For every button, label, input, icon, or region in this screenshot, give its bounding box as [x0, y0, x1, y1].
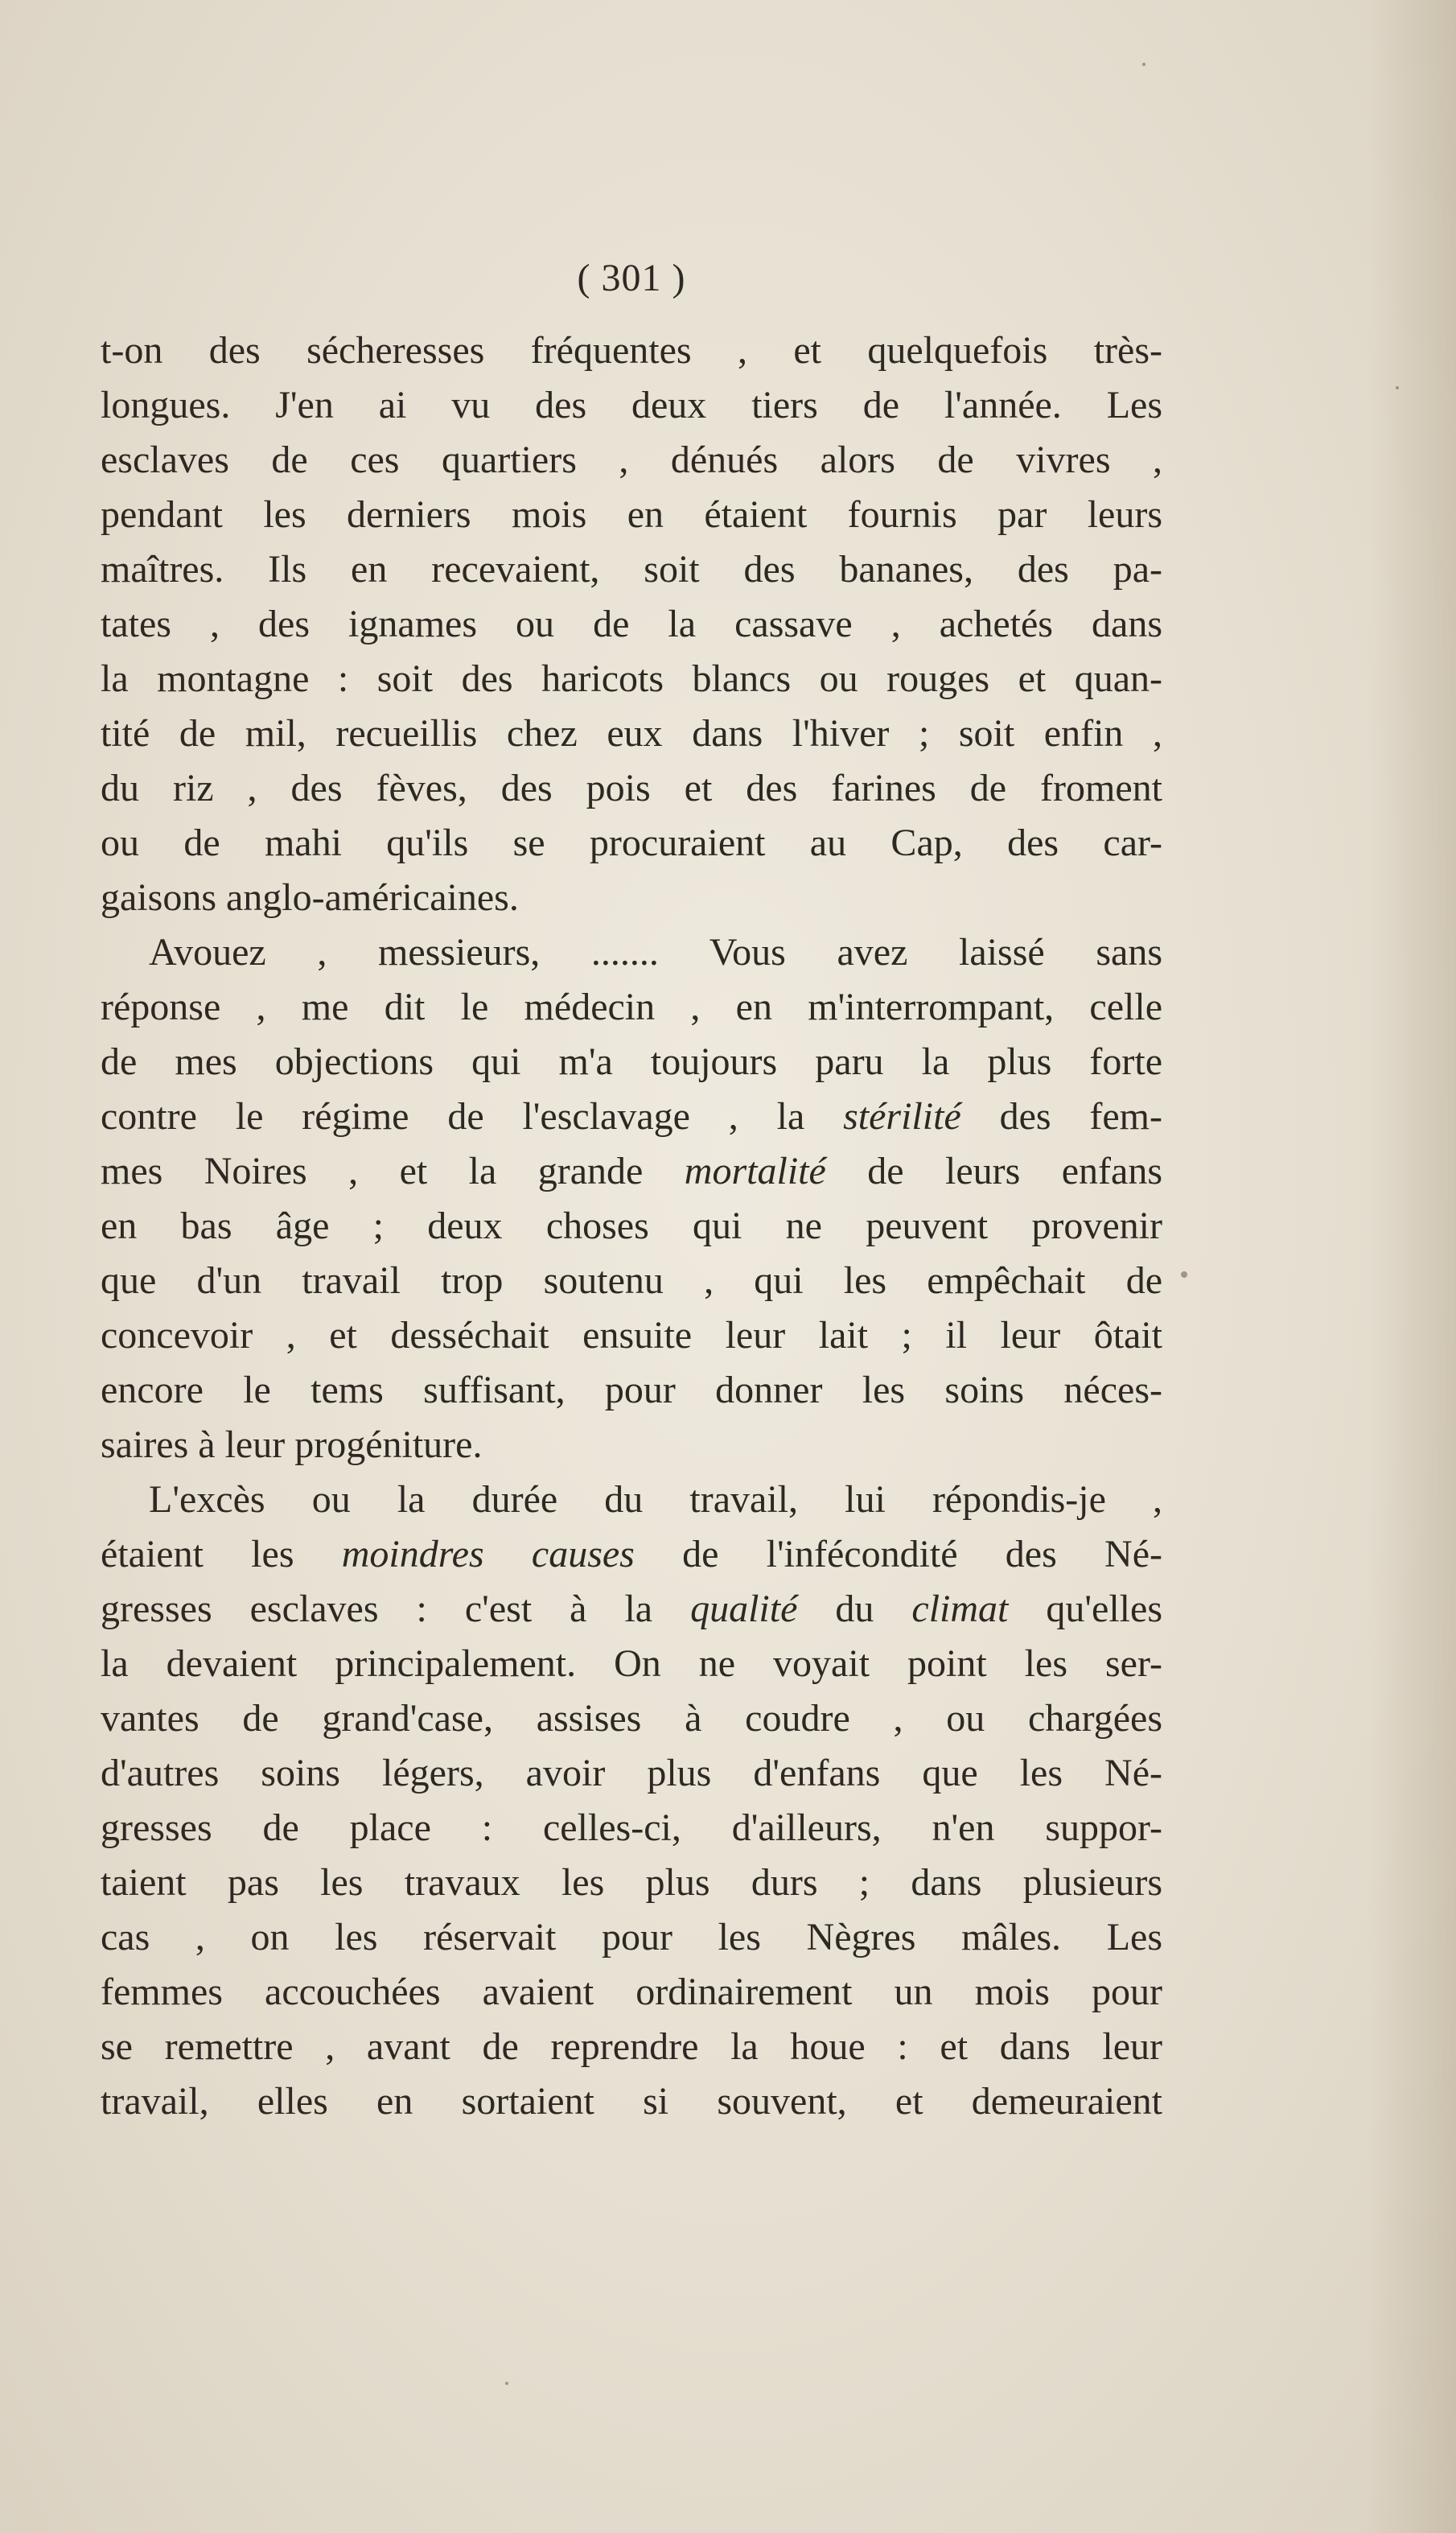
text-line: mes Noires , et la grande mortalité de leurs enfans — [101, 1150, 1162, 1192]
italic-term: climat — [911, 1588, 1009, 1630]
italic-term: qualité — [690, 1588, 798, 1630]
text-line: ou de mahi qu'ils se procuraient au Cap, des car- — [101, 822, 1162, 864]
text-line: t-on des sécheresses fréquentes , et quelquefois très- — [101, 329, 1162, 372]
text-line: tité de mil, recueillis chez eux dans l'hiver ; soit enfin , — [101, 712, 1162, 755]
text-line: contre le régime de l'esclavage , la stérilité des fem- — [101, 1095, 1162, 1138]
paper-speck — [505, 2382, 508, 2385]
italic-term: mortalité — [684, 1150, 826, 1192]
text-line: travail, elles en sortaient si souvent, et demeuraient — [101, 2080, 1162, 2123]
text-line-paragraph-start: L'excès ou la durée du travail, lui répondis-je , — [149, 1478, 1162, 1521]
italic-term: moindres causes — [341, 1533, 635, 1575]
text-line-paragraph-end: gaisons anglo-américaines. — [101, 876, 519, 919]
page-number: ( 301 ) — [577, 257, 686, 299]
text-line: cas , on les réservait pour les Nègres mâles. Les — [101, 1916, 1162, 1958]
text-line-paragraph-start: Avouez , messieurs, ....... Vous avez laissé sans — [149, 931, 1162, 974]
text-line: femmes accouchées avaient ordinairement un mois pour — [101, 1971, 1162, 2013]
text-line: gresses esclaves : c'est à la qualité du climat qu'elles — [101, 1588, 1162, 1630]
text-line: concevoir , et desséchait ensuite leur lait ; il leur ôtait — [101, 1314, 1162, 1357]
text-line-paragraph-end: saires à leur progéniture. — [101, 1423, 483, 1466]
text-line: taient pas les travaux les plus durs ; dans plusieurs — [101, 1861, 1162, 1904]
page-body-text — [101, 323, 1162, 2129]
text-line: esclaves de ces quartiers , dénués alors de vivres , — [101, 439, 1162, 481]
text-line: réponse , me dit le médecin , en m'interrompant, celle — [101, 986, 1162, 1028]
text-line: maîtres. Ils en recevaient, soit des bananes, des pa- — [101, 548, 1162, 591]
paper-speck — [1142, 63, 1145, 66]
text-line: en bas âge ; deux choses qui ne peuvent provenir — [101, 1205, 1162, 1247]
paper-speck — [1181, 1271, 1187, 1278]
text-line: pendant les derniers mois en étaient fournis par leurs — [101, 493, 1162, 536]
text-line: la devaient principalement. On ne voyait point les ser- — [101, 1642, 1162, 1685]
italic-term: stérilité — [843, 1095, 961, 1138]
text-line: tates , des ignames ou de la cassave , achetés dans — [101, 603, 1162, 645]
text-line: de mes objections qui m'a toujours paru la plus forte — [101, 1040, 1162, 1083]
text-line: se remettre , avant de reprendre la houe : et dans leur — [101, 2025, 1162, 2068]
text-line: que d'un travail trop soutenu , qui les empêchait de — [101, 1259, 1162, 1302]
text-line: encore le tems suffisant, pour donner les soins néces- — [101, 1369, 1162, 1411]
text-line: d'autres soins légers, avoir plus d'enfans que les Né- — [101, 1752, 1162, 1794]
text-line: la montagne : soit des haricots blancs ou rouges et quan- — [101, 657, 1162, 700]
text-line: longues. J'en ai vu des deux tiers de l'année. Les — [101, 384, 1162, 426]
text-line: étaient les moindres causes de l'infécondité des Né- — [101, 1533, 1162, 1575]
text-line: du riz , des fèves, des pois et des farines de froment — [101, 767, 1162, 809]
text-line: vantes de grand'case, assises à coudre , ou chargées — [101, 1697, 1162, 1740]
paper-speck — [1396, 386, 1399, 389]
text-line: gresses de place : celles-ci, d'ailleurs, n'en suppor- — [101, 1806, 1162, 1849]
